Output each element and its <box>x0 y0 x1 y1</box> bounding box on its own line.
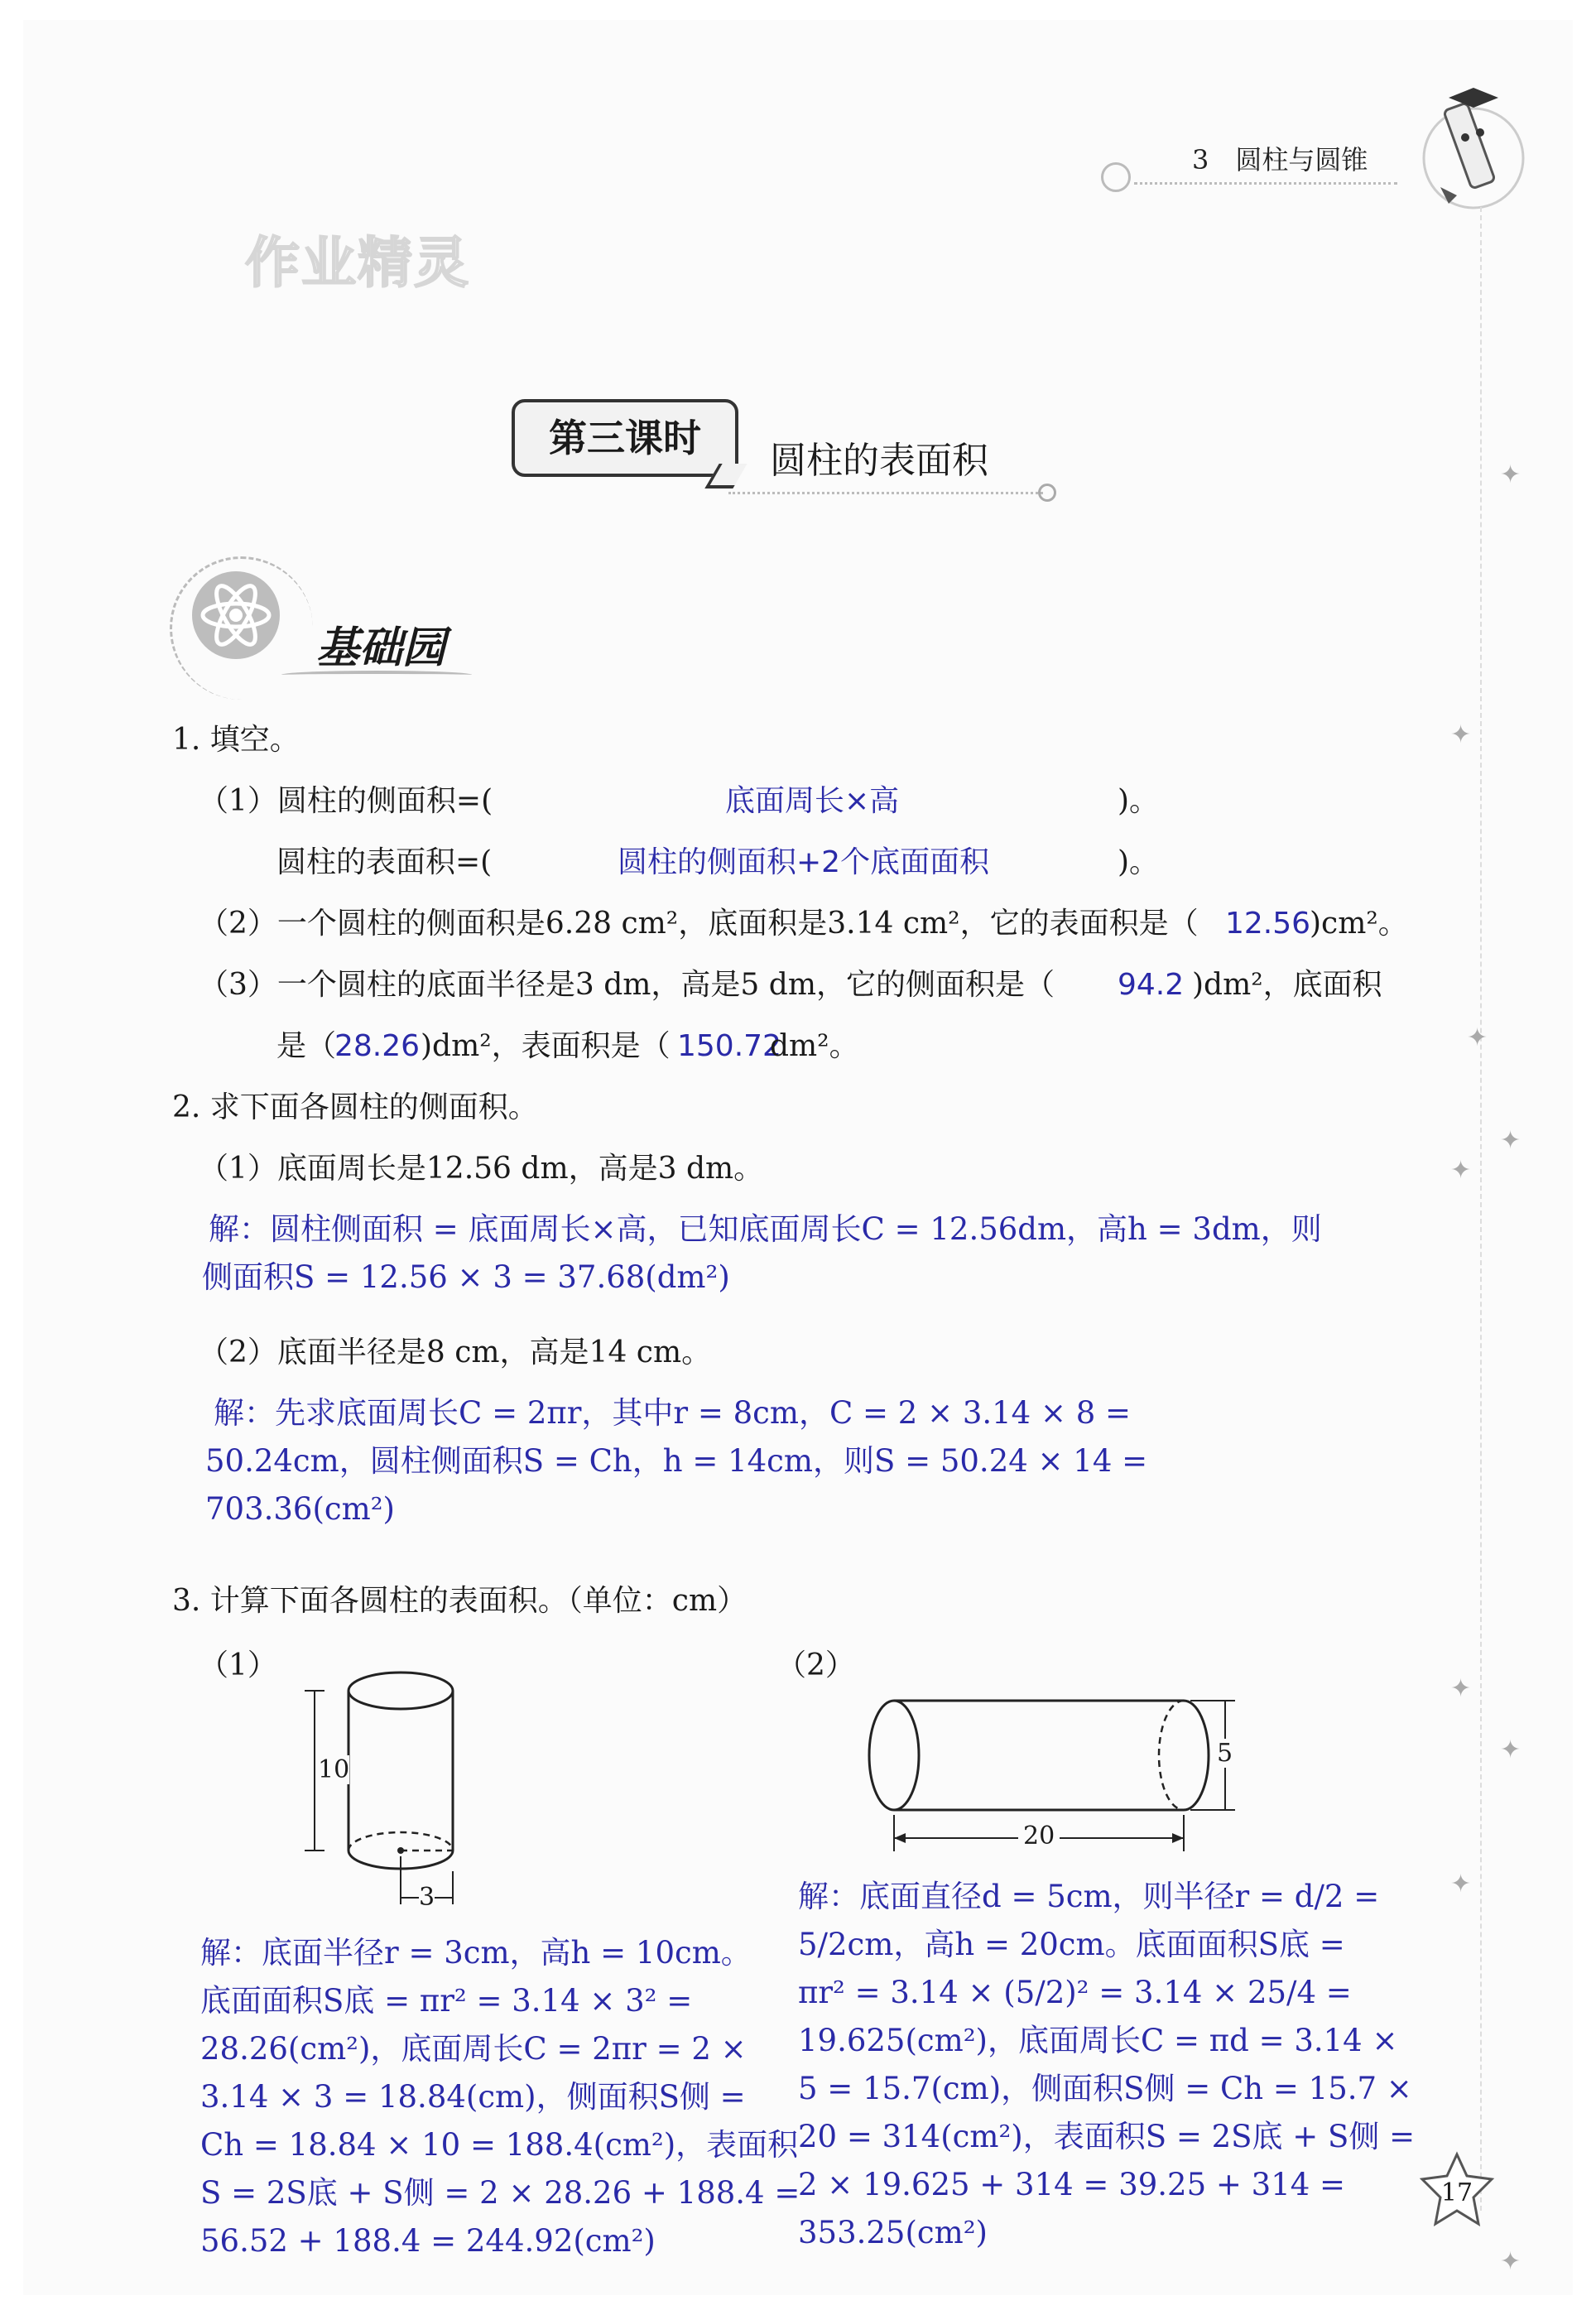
star-icon: ✦ <box>1500 2247 1521 2276</box>
q1-p3b-middle: )dm²，表面积是（ <box>421 1029 671 1063</box>
q1-p1a-prefix: （1）圆柱的侧面积=( <box>199 784 493 818</box>
q3-s1-line: 28.26(cm²)，底面周长C = 2πr = 2 × <box>200 2031 747 2067</box>
q1-p3b-suffix: dm²。 <box>770 1029 859 1063</box>
q1-p3-answer3: 150.72 <box>677 1029 781 1063</box>
q1-p1a-answer: 底面周长×高 <box>725 784 900 818</box>
q2-title: 2. 求下面各圆柱的侧面积。 <box>172 1090 538 1124</box>
q3-solution2 <box>798 1873 1415 2257</box>
q1-p3b-prefix: 是（ <box>276 1029 337 1063</box>
q2-part1: （1）底面周长是12.56 dm，高是3 dm。 <box>199 1152 764 1186</box>
q3-s2-line: πr² = 3.14 × (5/2)² = 3.14 × 25/4 = <box>798 1975 1352 2010</box>
cylinder-figure-1 <box>298 1664 480 1929</box>
q3-s2-line: 2 × 19.625 + 314 = 39.25 + 314 = <box>798 2167 1346 2202</box>
q1-p3-middle: )dm²，底面积 <box>1192 968 1382 1002</box>
star-icon: ✦ <box>1467 1023 1488 1052</box>
section-swoosh <box>281 671 472 679</box>
lesson-label-box <box>512 399 738 477</box>
q1-p3-answer2: 28.26 <box>334 1029 421 1063</box>
star-icon: ✦ <box>1450 720 1472 749</box>
q2-solution1-line1: 解：圆柱侧面积 = 底面周长×高，已知底面周长C = 12.56dm，高h = 3dm，则 <box>209 1211 1322 1247</box>
q1-p2-suffix: )cm²。 <box>1310 907 1408 941</box>
q3-s1-line: 3.14 × 3 = 18.84(cm)，侧面积S侧 = <box>200 2079 746 2115</box>
q1-p2-answer: 12.56 <box>1225 907 1311 941</box>
q3-s2-line: 5 = 15.7(cm)，侧面积S侧 = Ch = 15.7 × <box>798 2071 1412 2106</box>
q1-p1a-suffix: )。 <box>1118 784 1160 818</box>
q3-s2-line: 20 = 314(cm²)，表面积S = 2S底 + S侧 = <box>798 2119 1416 2154</box>
q3-s1-line: Ch = 18.84 × 10 = 188.4(cm²)，表面积 <box>200 2127 799 2163</box>
atom-badge <box>192 571 280 659</box>
lesson-title: 圆柱的表面积 <box>770 440 988 482</box>
q3-s2-line: 解：底面直径d = 5cm，则半径r = d/2 = <box>798 1879 1380 1914</box>
star-icon: ✦ <box>1450 1674 1472 1703</box>
fig2-diameter-label: 5 <box>1217 1739 1233 1768</box>
header-swirl-icon <box>1101 162 1131 192</box>
star-icon: ✦ <box>1450 1870 1472 1899</box>
q3-fig2-label: （2） <box>776 1648 855 1682</box>
q3-s1-line: S = 2S底 + S侧 = 2 × 28.26 + 188.4 = <box>200 2175 800 2211</box>
q2-solution2-line2: 50.24cm，圆柱侧面积S = Ch，h = 14cm，则S = 50.24 × 14 = <box>205 1443 1148 1479</box>
q1-title: 1. 填空。 <box>172 723 300 757</box>
q3-s1-line: 底面面积S底 = πr² = 3.14 × 3² = <box>200 1983 693 2019</box>
lesson-label: 第三课时 <box>549 416 701 460</box>
chapter-header: 3 圆柱与圆锥 <box>1192 144 1368 176</box>
fig2-length-label: 20 <box>1018 1822 1060 1851</box>
watermark: 作业精灵 <box>245 231 470 295</box>
q3-s2-line: 19.625(cm²)，底面周长C = πd = 3.14 × <box>798 2023 1398 2058</box>
q2-solution2-line3: 703.36(cm²) <box>205 1491 395 1527</box>
q2-solution2-line1: 解：先求底面周长C = 2πr，其中r = 8cm，C = 2 × 3.14 × 8 = <box>214 1395 1132 1431</box>
q3-title: 3. 计算下面各圆柱的表面积。（单位：cm） <box>172 1584 748 1618</box>
q3-fig1-label: （1） <box>199 1648 277 1682</box>
q3-solution1 <box>200 1929 800 2265</box>
q3-s1-line: 56.52 + 188.4 = 244.92(cm²) <box>200 2223 656 2259</box>
star-icon: ✦ <box>1500 1126 1521 1155</box>
q1-p3-answer1: 94.2 <box>1118 968 1185 1002</box>
section-title: 基础园 <box>316 623 446 673</box>
q1-p1b-answer: 圆柱的侧面积+2个底面面积 <box>618 845 990 879</box>
fig1-height-label: 10 <box>318 1755 350 1784</box>
pencil-mascot-icon <box>1416 79 1540 212</box>
margin-line <box>1480 207 1482 2211</box>
underline-end-icon <box>1038 484 1056 502</box>
star-icon: ✦ <box>1500 460 1521 489</box>
q3-s1-line: 解：底面半径r = 3cm，高h = 10cm。 <box>200 1935 752 1971</box>
star-icon: ✦ <box>1500 1735 1521 1764</box>
lesson-underline <box>728 492 1043 494</box>
q1-p1b-suffix: )。 <box>1118 845 1160 879</box>
q3-s2-line: 5/2cm，高h = 20cm。底面面积S底 = <box>798 1927 1345 1962</box>
fig1-radius-label: 3 <box>419 1883 435 1912</box>
header-rule <box>1134 182 1397 185</box>
q1-p2-prefix: （2）一个圆柱的侧面积是6.28 cm²，底面积是3.14 cm²，它的表面积是（ <box>199 907 1199 941</box>
q1-p1b-prefix: 圆柱的表面积=( <box>276 845 493 879</box>
page-number: 17 <box>1440 2178 1473 2207</box>
q2-solution1-line2: 侧面积S = 12.56 × 3 = 37.68(dm²) <box>202 1259 730 1295</box>
q2-part2: （2）底面半径是8 cm，高是14 cm。 <box>199 1336 712 1369</box>
star-icon: ✦ <box>1450 1156 1472 1185</box>
q3-s2-line: 353.25(cm²) <box>798 2215 988 2250</box>
atom-icon <box>192 571 280 659</box>
q1-p3-prefix: （3）一个圆柱的底面半径是3 dm，高是5 dm，它的侧面积是（ <box>199 968 1055 1002</box>
